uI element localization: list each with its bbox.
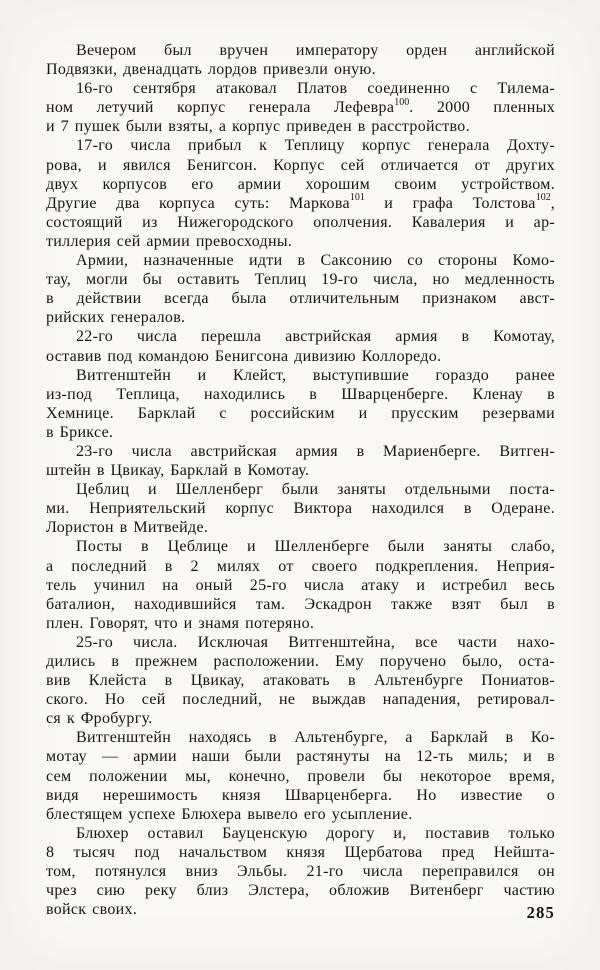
text-line: двух корпусов его армии хорошим своим устройством. <box>46 175 555 193</box>
text-line: тиллерия сей армии превосходны. <box>46 232 293 250</box>
footnote-ref: 102 <box>535 192 551 204</box>
text-line: ном летучий корпус генерала Лефевра$^{100}$. 2000 пленных <box>46 96 555 117</box>
text-line: Лористон в Митвейде. <box>46 519 209 537</box>
text-line: Цеблиц и Шелленберг были заняты отдельными поста- <box>76 481 555 499</box>
text-line: дились в прежнем расположении. Ему поручено было, оста- <box>46 653 555 670</box>
text-line: состоящий из Нижегородского ополчения. Кавалерия и ар- <box>46 213 555 231</box>
text-line: а последний в 2 милях от своего подкрепления. Неприя- <box>46 557 555 575</box>
text-line: штейн в Цвикау, Барклай в Комотау. <box>46 462 310 480</box>
text-line: рова, и явился Бенигсон. Корпус сей отличается от других <box>46 156 555 174</box>
text-line: оставив под командою Бенигсона дивизию Коллоредо. <box>46 347 442 365</box>
text-line: Хемнице. Барклай с российским и прусским резервами <box>46 404 555 422</box>
text-line: 25-го числа. Исключая Витгенштейна, все части нахо- <box>76 633 555 651</box>
text-line: Подвязки, двенадцать лордов привезли оную. <box>46 61 376 79</box>
text-line: 23-го числа австрийская армия в Мариенберге. Витген- <box>76 442 555 460</box>
text-line: вив Клейста в Цвикау, атаковать в Альтенбурге Пониатов- <box>46 672 555 690</box>
text-line: Армии, назначенные идти в Саксонию со стороны Комо- <box>76 252 555 270</box>
text-line: Витгенштейн находясь в Альтенбурге, а Барклай в Ко- <box>76 729 555 747</box>
text-line: плен. Говорят, что и знамя потеряно. <box>46 614 315 632</box>
text-line: 8 тысяч под начальством князя Щербатова пред Нейшта- <box>46 843 555 861</box>
text-line: рийских генералов. <box>46 309 186 327</box>
text-line: тау, могли бы оставить Теплиц 19-го числа, но медленность <box>46 271 555 289</box>
text-line: Витгенштейн и Клейст, выступившие гораздо ранее <box>76 366 555 384</box>
text-line: Посты в Цеблице и Шелленберге были заняты слабо, <box>76 538 555 556</box>
text-line: ми. Неприятельский корпус Виктора находился в Одеране. <box>46 500 555 518</box>
text-line: мотау — армии наши были растянуты на 12-ть миль; и в <box>46 748 555 766</box>
footnote-ref: 101 <box>349 192 365 204</box>
page-text-block <box>46 41 555 919</box>
text-line: чрез сию реку близ Элстера, обложив Витенберг частию <box>46 882 555 900</box>
text-line: 22-го числа перешла австрийская армия в Комотау, <box>76 328 555 346</box>
page-number: 285 <box>526 903 555 922</box>
text-line: из-под Теплица, находились в Шварценберге. Кленау в <box>46 385 555 403</box>
text-line: ся к Фробургу. <box>46 710 153 728</box>
text-line: ского. Но сей последний, не выждав нападения, ретировал- <box>46 691 555 709</box>
text-line: 16-го сентября атаковал Платов соединенно с Тилема- <box>76 80 555 98</box>
text-line: том, потянулся вниз Эльбы. 21-го числа переправился он <box>46 863 555 881</box>
text-line: Блюхер оставил Бауценскую дорогу и, поставив только <box>76 824 555 842</box>
text-line: тель учинил на оный 25-го числа атаку и истребил весь <box>46 576 555 594</box>
text-line: в Бриксе. <box>46 423 114 441</box>
text-line: баталион, находившийся там. Эскадрон также взят был в <box>46 595 555 613</box>
text-line: блестящем успехе Блюхера вывело его усыпление. <box>46 805 413 823</box>
text-line: 17-го числа прибыл к Теплицу корпус генерала Дохту- <box>76 137 555 155</box>
footnote-ref: 100 <box>394 96 410 108</box>
text-line: войск своих. <box>46 901 138 919</box>
text-line: и 7 пушек были взяты, а корпус приведен в расстройство. <box>46 118 470 136</box>
text-line: сем положении мы, конечно, провели бы некоторое время, <box>46 767 555 785</box>
text-line: видя нерешимость князя Шварценберга. Но известие о <box>46 786 555 804</box>
text-line: в действии всегда была отличительным признаком авст- <box>46 290 555 308</box>
text-line: Вечером был вручен императору орден английской <box>76 42 555 59</box>
text-line: Другие два корпуса суть: Маркова$^{101}$ и графа Толстова$^{102}$, <box>46 192 556 212</box>
